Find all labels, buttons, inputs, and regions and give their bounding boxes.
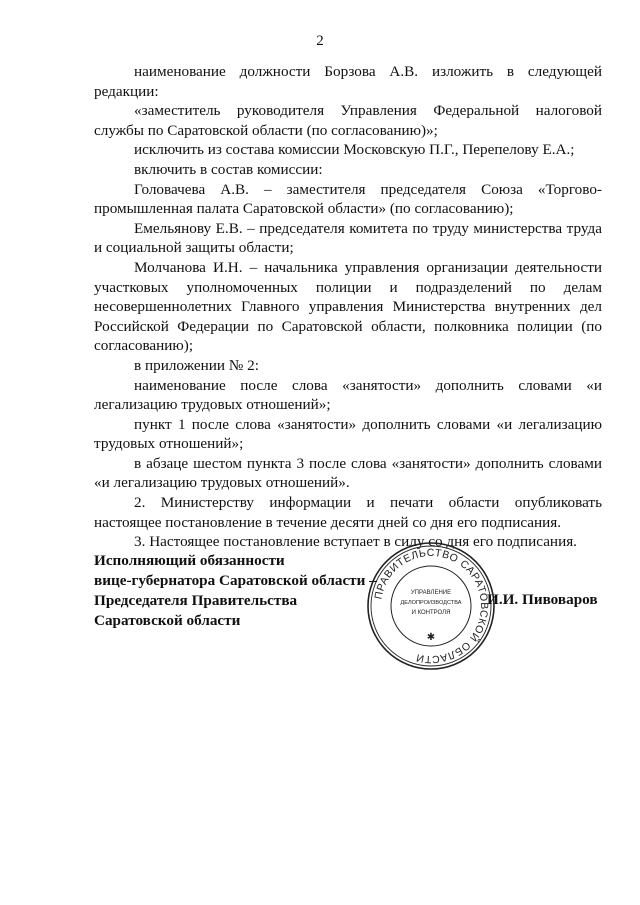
- paragraph: наименование после слова «занятости» дополнить словами «и легализацию трудовых отношений»;: [94, 376, 602, 414]
- paragraph: Емельянову Е.В. – председателя комитета по труду министерства труда и социальной защиты области;: [94, 219, 602, 257]
- paragraph: включить в состав комиссии:: [134, 160, 323, 178]
- signatory-title-line: вице-губернатора Саратовской области –: [94, 572, 377, 589]
- stamp-center-line: ДЕЛОПРОИЗВОДСТВА: [400, 600, 462, 606]
- paragraph: наименование должности Борзова А.В. изложить в следующей редакции:: [94, 63, 602, 100]
- document-body: [94, 62, 602, 552]
- paragraph: «заместитель руководителя Управления Федеральной налоговой службы по Саратовской области (по согласованию)»;: [94, 102, 602, 139]
- paragraph: Молчанова И.Н. – начальника управления организации деятельности участковых уполномоченных полиции и подразделений по делам несовершеннолетних Главного управления Министерства внутренних дел Российской Федерации по Саратовской области, полковника полиции (по согласованию);: [94, 258, 602, 355]
- official-stamp: [365, 540, 497, 672]
- signatory-title-line: Саратовской области: [94, 612, 241, 629]
- stamp-center-line: И КОНТРОЛЯ: [411, 610, 451, 616]
- paragraph: 2. Министерству информации и печати области опубликовать настоящее постановление в течение десяти дней со дня его подписания.: [94, 494, 602, 531]
- paragraph: пункт 1 после слова «занятости» дополнить словами «и легализацию трудовых отношений»;: [94, 415, 602, 453]
- signatory-title-line: Исполняющий обязанности: [94, 552, 285, 569]
- stamp-seal: [365, 540, 497, 672]
- signatory-name: И.И. Пивоваров: [487, 591, 598, 608]
- paragraph: в приложении № 2:: [134, 356, 259, 374]
- page-number: 2: [316, 33, 324, 49]
- paragraph: исключить из состава комиссии Московскую П.Г., Перепелову Е.А.;: [134, 141, 575, 159]
- paragraph: Головачева А.В. – заместителя председателя Союза «Торгово-промышленная палата Саратовской области» (по согласованию);: [94, 180, 602, 218]
- paragraph: 3. Настоящее постановление вступает в силу со дня его подписания.: [134, 533, 577, 551]
- signatory-title-line: Председателя Правительства: [94, 592, 298, 609]
- signatory-title: [94, 551, 377, 631]
- paragraph: в абзаце шестом пункта 3 после слова «занятости» дополнить словами «и легализацию трудовых отношений».: [94, 454, 602, 492]
- stamp-center-line: УПРАВЛЕНИЕ: [410, 590, 452, 596]
- star-icon: ✱: [426, 632, 436, 643]
- stamp-ring-text: ПРАВИТЕЛЬСТВО САРАТОВСКОЙ ОБЛАСТИ: [372, 546, 491, 666]
- svg-text:ПРАВИТЕЛЬСТВО САРАТОВСКОЙ ОБЛА: [372, 547, 490, 665]
